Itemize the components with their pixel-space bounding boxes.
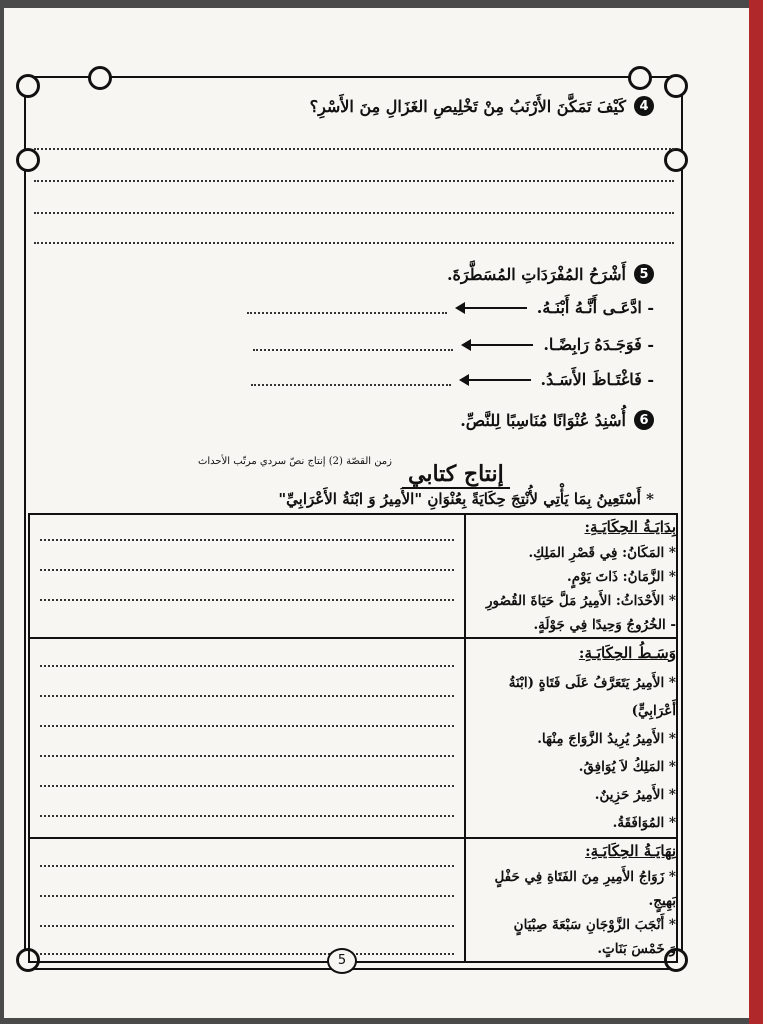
section-info: زمن القصّة (2) إنتاج نصّ سردي مرتّب الأحداث — [197, 456, 392, 467]
vocab-word: - فَوَجَـدَهُ رَابِضًـا. — [543, 335, 654, 354]
question-text: كَيْفَ تَمَكَّنَ الأَرْنَبُ مِنْ تَخْلِيصِ الغَزَالِ مِنَ الأَسْرِ؟ — [309, 96, 626, 116]
answer-line[interactable] — [40, 599, 454, 601]
answer-line[interactable] — [40, 569, 454, 571]
vocab-item — [253, 335, 654, 354]
question-4 — [310, 96, 654, 116]
answer-line[interactable] — [40, 755, 454, 757]
cue-line: * المَكَانُ: فِي قَصْرِ المَلِكِ. — [528, 545, 676, 561]
cue-line: * أَنْجَبَ الزَّوْجَانِ سَبْعَةَ صِبْيَانٍ — [513, 917, 676, 933]
answer-line[interactable] — [247, 302, 447, 314]
corner-ornament — [16, 74, 40, 98]
section-heading: وَسَـطُ الحِكَايَـةِ: — [578, 644, 676, 662]
table-row — [29, 514, 677, 638]
question-number: 4 — [634, 96, 654, 116]
corner-ornament — [664, 74, 688, 98]
answer-line[interactable] — [34, 212, 674, 214]
answer-line[interactable] — [40, 695, 454, 697]
answer-line[interactable] — [253, 339, 453, 351]
question-6 — [460, 410, 654, 430]
worksheet-page — [4, 8, 749, 1018]
writing-area[interactable] — [29, 638, 465, 838]
answer-line[interactable] — [40, 865, 454, 867]
cue-line: - الخُرُوجُ وَحِيدًا فِي جَوْلَةٍ. — [533, 617, 676, 633]
page-number: 5 — [327, 948, 357, 974]
vocab-word: - ادَّعَـى أَنَّـهُ أَبْنَـهُ. — [536, 298, 654, 317]
answer-line[interactable] — [40, 665, 454, 667]
writing-instruction: * أَسْتَعِينُ بِمَا يَأْتِي لأُنْتِجَ حِكَايَةً بِعُنْوَانِ "الأَمِيرُ وَ ابْنَةُ الأَعْرَابِيِّ" — [278, 490, 654, 508]
answer-line[interactable] — [34, 242, 674, 244]
cue-line: * المُوَافَقَةُ. — [612, 815, 676, 831]
cue-line: * الأَحْدَاثُ: الأَمِيرُ مَلَّ حَيَاةَ القُصُورِ — [485, 593, 676, 609]
page-edge — [749, 0, 763, 1024]
corner-ornament — [16, 148, 40, 172]
cue-line: * الأَمِيرُ يَتَعَرَّفُ عَلَى فَتَاةٍ (ابْنَةُ أَعْرَابِيٍّ) — [508, 675, 676, 719]
corner-ornament — [88, 66, 112, 90]
arrow-left-icon — [457, 307, 527, 309]
answer-line[interactable] — [34, 180, 674, 182]
answer-line[interactable] — [40, 539, 454, 541]
section-heading: بِدَايَـةُ الحِكَايَـةِ: — [584, 518, 676, 536]
cue-line: * زَوَاجُ الأَمِيرِ مِنَ الفَتَاةِ فِي حَفْلٍ بَهِيجٍ. — [494, 869, 676, 909]
cue-line: * الأَمِيرُ حَزِينٌ. — [594, 787, 676, 803]
vocab-word: - فَاغْتَـاظَ الأَسَـدُ. — [540, 370, 654, 389]
question-text: أَشْرَحُ المُفْرَدَاتِ المُسَطَّرَةَ. — [446, 264, 626, 284]
table-row — [29, 838, 677, 962]
section-title: إنتاج كتابي — [402, 461, 510, 489]
story-planning-table — [28, 513, 678, 963]
table-row — [29, 638, 677, 838]
answer-line[interactable] — [40, 895, 454, 897]
answer-line[interactable] — [34, 148, 674, 150]
arrow-left-icon — [463, 344, 533, 346]
story-beginning-cues — [465, 514, 677, 638]
vocab-item — [251, 370, 655, 389]
corner-ornament — [628, 66, 652, 90]
answer-line[interactable] — [40, 953, 454, 955]
vocab-item — [247, 298, 654, 317]
answer-line[interactable] — [40, 925, 454, 927]
question-number: 6 — [634, 410, 654, 430]
corner-ornament — [664, 148, 688, 172]
section-heading: نِهَايَـةُ الحِكَايَـةِ: — [585, 842, 676, 860]
cue-line: * الزَّمَانُ: ذَاتَ يَوْمٍ. — [567, 569, 676, 585]
answer-line[interactable] — [40, 785, 454, 787]
cue-line: وَ خَمْسَ بَنَاتٍ. — [597, 941, 676, 957]
answer-line[interactable] — [251, 374, 451, 386]
cue-line: * المَلِكُ لاَ يُوَافِقُ. — [578, 759, 676, 775]
writing-area[interactable] — [29, 514, 465, 638]
arrow-left-icon — [461, 379, 531, 381]
answer-line[interactable] — [40, 725, 454, 727]
question-text: أُسْنِدُ عُنْوَانًا مُنَاسِبًا لِلنَّصِّ. — [460, 410, 626, 430]
story-ending-cues — [465, 838, 677, 962]
question-number: 5 — [634, 264, 654, 284]
question-5 — [447, 264, 654, 284]
writing-area[interactable] — [29, 838, 465, 962]
cue-line: * الأَمِيرُ يُرِيدُ الزَّوَاجَ مِنْهَا. — [537, 731, 676, 747]
story-middle-cues — [465, 638, 677, 838]
answer-line[interactable] — [40, 815, 454, 817]
